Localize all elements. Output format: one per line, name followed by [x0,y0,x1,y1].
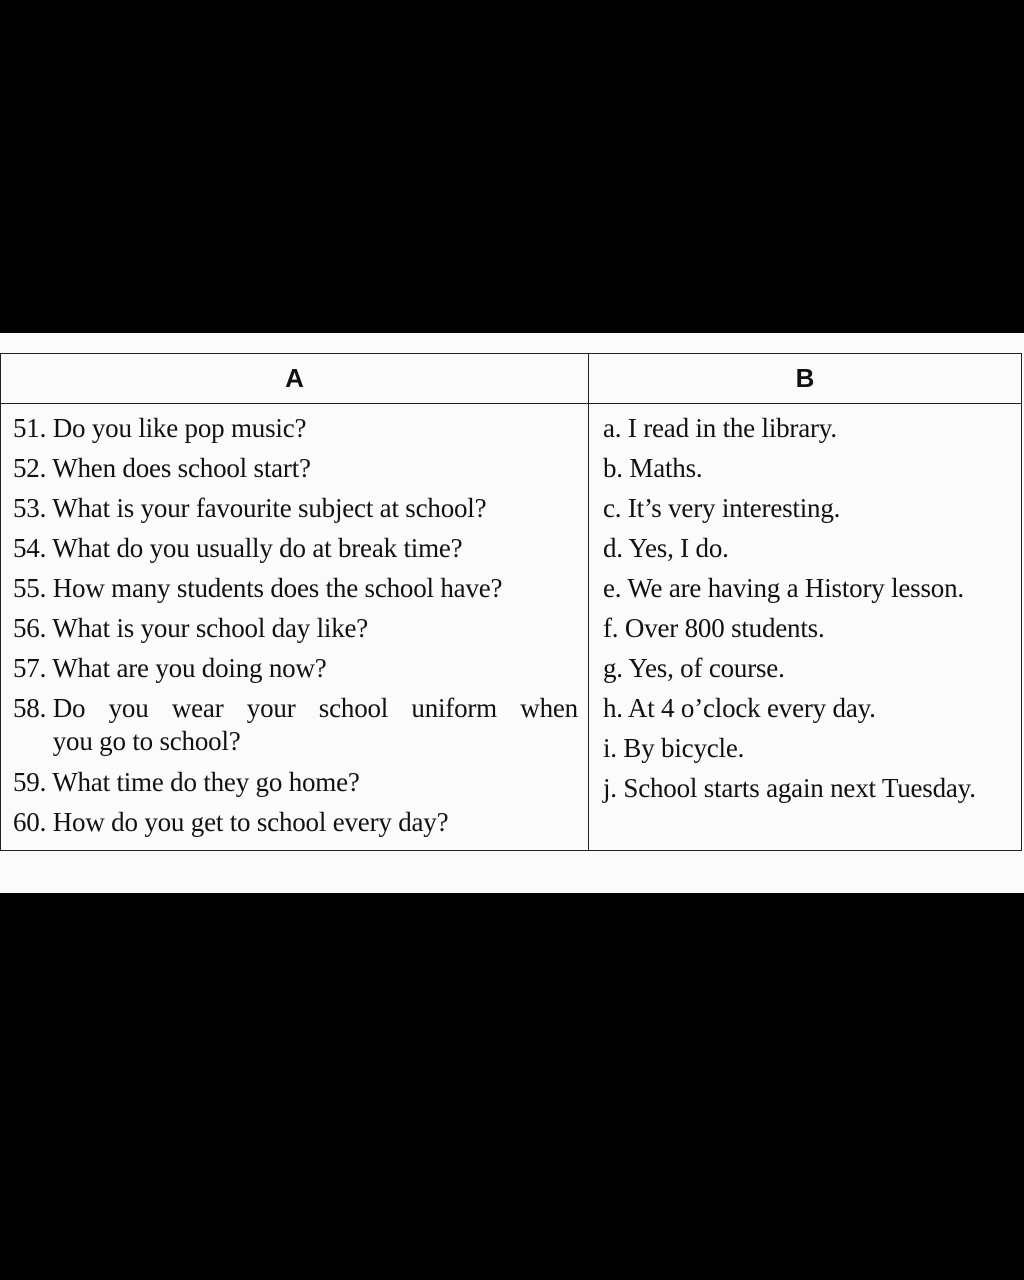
answer-i: i. By bicycle. [603,733,745,763]
answer-c: c. It’s very interesting. [603,493,841,523]
worksheet-paper [0,333,1024,893]
column-header-a: A [1,354,589,404]
question-59: 59. What time do they go home? [13,767,360,797]
answer-a: a. I read in the library. [603,413,837,443]
answer-f: f. Over 800 students. [603,613,825,643]
question-58-line-2: you go to school? [52,726,241,756]
column-b-answers [589,404,1021,850]
answer-g: g. Yes, of course. [603,653,785,683]
answer-e: e. We are having a History lesson. [603,573,964,603]
question-56: 56. What is your school day like? [13,613,369,643]
matching-table [0,353,1022,851]
question-51: 51. Do you like pop music? [13,413,307,443]
answer-b: b. Maths. [603,453,703,483]
column-a-questions [1,404,589,850]
question-55: 55. How many students does the school have? [13,573,503,603]
answer-j: j. School starts again next Tuesday. [603,773,976,803]
question-52: 52. When does school start? [13,453,311,483]
question-53: 53. What is your favourite subject at school? [13,493,487,523]
question-57: 57. What are you doing now? [13,653,327,683]
question-58-line-1: Do you wear your school uniform when [52,693,578,723]
question-58: 58. Do you wear your school uniform when you go to school? [13,690,578,764]
question-60: 60. How do you get to school every day? [13,807,449,837]
answer-d: d. Yes, I do. [603,533,729,563]
column-header-b: B [589,354,1021,404]
answer-h: h. At 4 o’clock every day. [603,693,876,723]
question-54: 54. What do you usually do at break time? [13,533,463,563]
